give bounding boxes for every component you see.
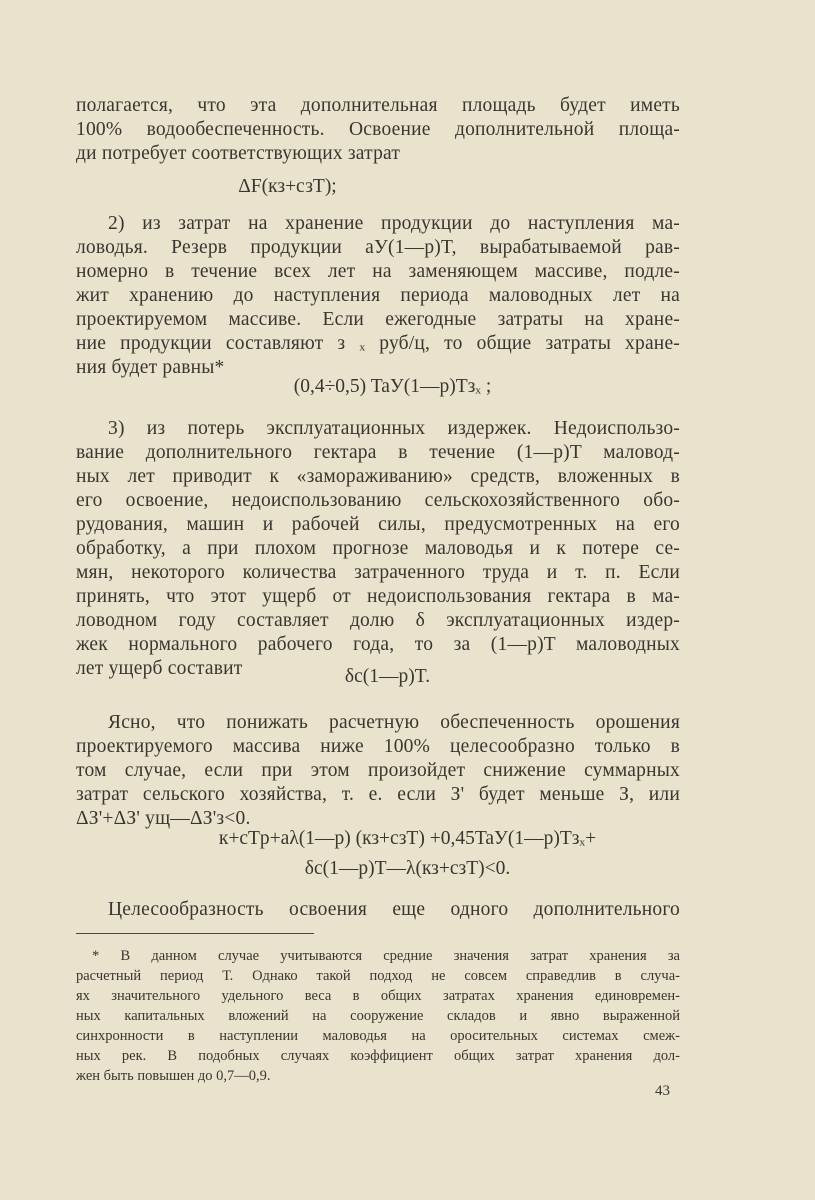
footnote-line: ных капитальных вложений на сооружение складов и явно выраженной xyxy=(76,1008,680,1024)
text-line: Ясно, что понижать расчетную обеспеченность орошения xyxy=(108,712,680,733)
formula: δc(1—p)T—λ(кз+cзT)<0. xyxy=(304,858,511,879)
text-line: его освоение, недоиспользованию сельскохозяйственного обо- xyxy=(76,490,680,511)
text-line: Целесообразность освоения еще одного дополнительного xyxy=(108,899,680,920)
text-line: принять, что этот ущерб от недоиспользования гектара в ма- xyxy=(76,586,680,607)
text-line: ΔЗ'+ΔЗ' ущ—ΔЗ'з<0. xyxy=(76,808,251,829)
text-line: лет ущерб составит xyxy=(76,658,243,679)
text-line: вание дополнительного гектара в течение (1—р)T маловод- xyxy=(76,442,680,463)
text-line: жек нормального рабочего года, то за (1—р)T маловодных xyxy=(76,634,680,655)
text-line: жит хранению до наступления периода маловодных лет на xyxy=(76,285,680,306)
footnote-line: ях значительного удельного веса в общих затратах хранения единовремен- xyxy=(76,988,680,1004)
text-line: ловодном году составляет долю δ эксплуатационных издер- xyxy=(76,610,680,631)
text-line: полагается, что эта дополнительная площадь будет иметь xyxy=(76,95,680,116)
footnote-line: синхронности в наступлении маловодья на оросительных системах смеж- xyxy=(76,1028,680,1044)
text-line: ние продукции составляют з ₓ руб/ц, то общие затраты хране- xyxy=(76,333,680,354)
text-line: затрат сельского хозяйства, т. е. если З' будет меньше З, или xyxy=(76,784,680,805)
footnote-rule xyxy=(76,933,314,934)
text-line: 100% водообеспеченность. Освоение дополнительной площа- xyxy=(76,119,680,140)
footnote-line: расчетный период Т. Однако такой подход не совсем справедлив в случа- xyxy=(76,968,680,984)
page-number: 43 xyxy=(655,1083,670,1099)
text-line: номерно в течение всех лет на заменяющем массиве, подле- xyxy=(76,261,680,282)
footnote-line: жен быть повышен до 0,7—0,9. xyxy=(76,1068,271,1084)
formula: δc(1—p)T. xyxy=(344,666,431,687)
text-line: ных лет приводит к «замораживанию» средств, вложенных в xyxy=(76,466,680,487)
text-line: проектируемого массива ниже 100% целесообразно только в xyxy=(76,736,680,757)
formula: ΔF(кз+сзT); xyxy=(238,176,337,197)
text-line: том случае, если при этом произойдет снижение суммарных xyxy=(76,760,680,781)
text-line: 3) из потерь эксплуатационных издержек. Недоиспользо- xyxy=(108,418,680,439)
footnote-line: ных рек. В подобных случаях коэффициент общих затрат хранения дол- xyxy=(76,1048,680,1064)
text-line: мян, некоторого количества затраченного труда и т. п. Если xyxy=(76,562,680,583)
text-line: ния будет равны* xyxy=(76,357,225,378)
text-line: ловодья. Резерв продукции аУ(1—р)T, вырабатываемой рав- xyxy=(76,237,680,258)
formula: к+cTp+aλ(1—p) (кз+cзT) +0,45TaУ(1—p)Tзₓ+ xyxy=(218,828,597,849)
text-line: проектируемом массиве. Если ежегодные затраты на хране- xyxy=(76,309,680,330)
text-line: ди потребует соответствующих затрат xyxy=(76,143,401,164)
text-line: рудования, машин и рабочей силы, предусмотренных на его xyxy=(76,514,680,535)
text-line: обработку, а при плохом прогнозе маловодья и к потере се- xyxy=(76,538,680,559)
formula: (0,4÷0,5) TaУ(1—p)Tзₓ ; xyxy=(293,376,492,397)
text-line: 2) из затрат на хранение продукции до наступления ма- xyxy=(108,213,680,234)
footnote-line: * В данном случае учитываются средние значения затрат хранения за xyxy=(92,948,680,964)
